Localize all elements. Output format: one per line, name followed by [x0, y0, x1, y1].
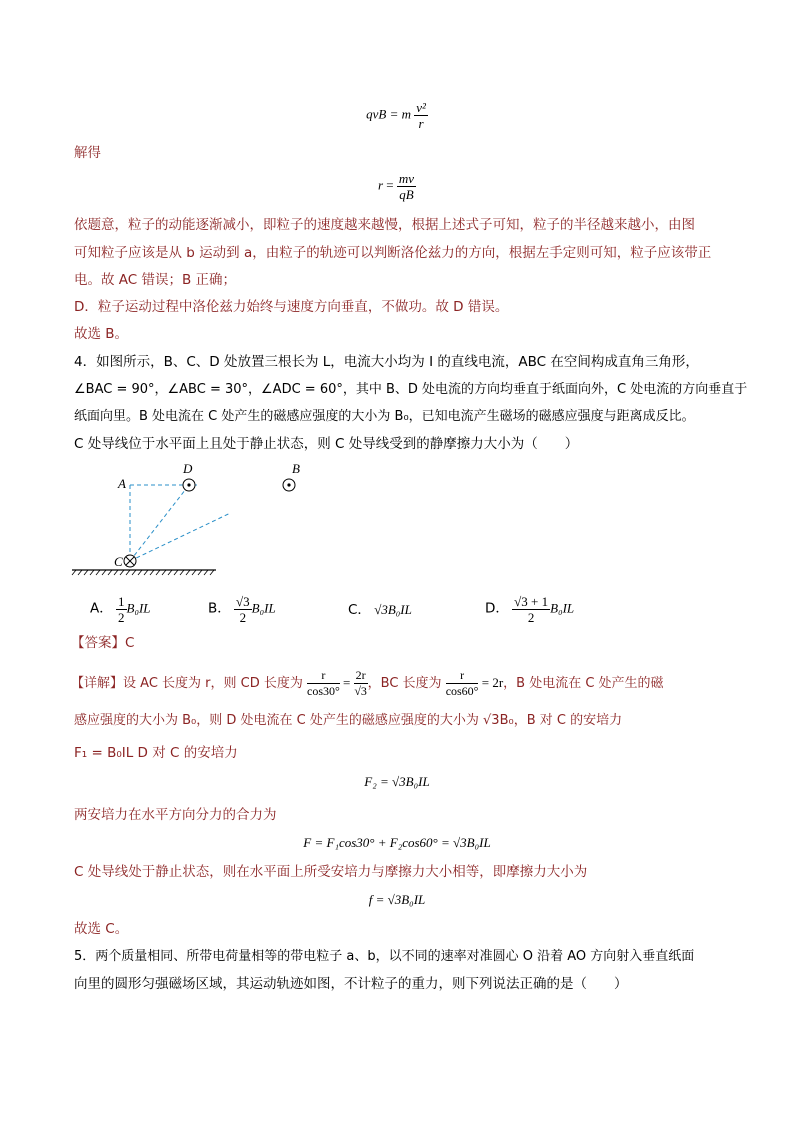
analysis-line-5: 故选 B。	[74, 326, 129, 342]
option-b-label: B．	[208, 600, 231, 617]
option-b-fraction: $\frac{√3}{2}$	[236, 594, 250, 625]
text-jiede: 解得	[74, 145, 101, 161]
detail-line-3: F₁ = B₀IL D 对 C 的安培力	[74, 745, 238, 761]
detail-line-5: C 处导线处于静止状态，则在水平面上所受安培力与摩擦力大小相等，即摩擦力大小为	[74, 864, 588, 880]
equation-F2: F₂ = √3B₀IL	[364, 774, 430, 789]
eq1-eq: = m	[386, 106, 411, 122]
current-out-icon-B	[283, 479, 295, 491]
analysis-line-4: D．粒子运动过程中洛伦兹力始终与速度方向垂直，不做功。故 D 错误。	[74, 299, 509, 315]
triangle-diagram	[70, 455, 230, 580]
option-c-label: C．	[348, 602, 371, 618]
option-d[interactable]	[485, 594, 574, 625]
question-4-line-4: C 处导线位于水平面上且处于静止状态，则 C 处导线受到的静摩擦力大小为（ ）	[74, 436, 579, 452]
analysis-line-3: 电。故 AC 错误；B 正确；	[74, 272, 237, 288]
option-c[interactable]	[348, 598, 412, 618]
label-C: C	[114, 554, 123, 569]
eq2-numerator: mv	[398, 171, 415, 186]
question-5-line-1: 5．两个质量相同、所带电荷量相等的带电粒子 a、b，以不同的速率对准圆心 O 沿着 AO 方向射入垂直纸面	[74, 949, 695, 964]
option-d-tail: B₀IL	[550, 600, 575, 616]
option-d-label: D．	[485, 600, 509, 617]
eq2-lhs: r	[377, 177, 384, 193]
diagram-point-B	[275, 455, 305, 500]
segment-CB	[130, 485, 230, 561]
option-a-tail: B₀IL	[126, 600, 151, 616]
eq1-lhs: qvB	[366, 106, 387, 122]
option-a-label: A．	[90, 600, 113, 617]
eq1-numerator: v²	[416, 100, 426, 115]
equation-F-resultant: F = F₁cos30° + F₂cos60° = √3B₀IL	[303, 835, 491, 850]
option-d-fraction: $\frac{√3 + 1}{2}$	[514, 594, 549, 625]
answer-value: C	[125, 635, 135, 651]
eq2-denominator: qB	[399, 187, 414, 202]
answer-tag: 【答案】	[71, 635, 125, 651]
ground-hatching	[72, 570, 214, 575]
question-4-line-1: 4．如图所示，B、C、D 处放置三根长为 L，电流大小均为 I 的直线电流，ABC 在空间构成直角三角形，	[74, 354, 699, 370]
segment-CD	[130, 485, 189, 561]
label-D: D	[183, 461, 193, 476]
eq1-denominator: r	[418, 116, 424, 131]
option-a-fraction: $\frac{1}{2}$	[118, 594, 125, 625]
analysis-line-1: 依题意，粒子的动能逐渐减小，即粒子的速度越来越慢，根据上述式子可知，粒子的半径越来越小，由图	[74, 217, 695, 233]
detail-line-1: 【详解】设 AC 长度为 r，则 CD 长度为 $\frac{r}{\cos 30^\circ}$ = $\frac{2r}{√3}$ ，BC 长度为 $\frac{r}{\cos 60^\circ}$ = 2r，B 处电流在 C 处产生的磁	[71, 668, 664, 698]
question-5-line-2: 向里的圆形匀强磁场区域，其运动轨迹如图，不计粒子的重力，则下列说法正确的是（ ）	[74, 976, 628, 992]
equation-radius	[0, 171, 794, 202]
answer-line	[71, 633, 134, 653]
detail-line-6: 故选 C。	[74, 921, 129, 937]
equation-lorentz-centripetal	[0, 100, 794, 131]
current-in-icon-C	[124, 555, 136, 567]
option-b[interactable]	[208, 594, 276, 625]
detail-line-4: 两安培力在水平方向分力的合力为	[74, 807, 277, 823]
current-out-icon-D	[183, 479, 195, 491]
detail-line-2: 感应强度的大小为 B₀，则 D 处电流在 C 处产生的磁感应强度的大小为 √3B₀，B 对 C 的安培力	[74, 713, 623, 728]
analysis-line-2: 可知粒子应该是从 b 运动到 a，由粒子的轨迹可以判断洛伦兹力的方向，根据左手定则可知，粒子应该带正	[74, 245, 712, 261]
question-4-line-3: 纸面向里。B 处电流在 C 处产生的磁感应强度的大小为 B₀，已知电流产生磁场的磁感应强度与距离成反比。	[74, 409, 695, 424]
equation-friction: f = √3B₀IL	[368, 892, 426, 907]
option-b-tail: B₀IL	[251, 600, 276, 616]
option-c-text: √3B₀IL	[374, 602, 412, 617]
option-a[interactable]	[90, 594, 151, 625]
question-4-line-2: ∠BAC = 90°，∠ABC = 30°，∠ADC = 60°，其中 B、D 处电流的方向均垂直于纸面向外，C 处电流的方向垂直于	[74, 382, 748, 397]
eq2-eq: =	[383, 177, 397, 193]
eq1-fraction	[414, 100, 428, 131]
eq2-fraction	[397, 171, 416, 202]
label-A: A	[118, 476, 126, 491]
label-B: B	[292, 461, 300, 476]
detail-tag: 【详解】	[71, 676, 124, 691]
